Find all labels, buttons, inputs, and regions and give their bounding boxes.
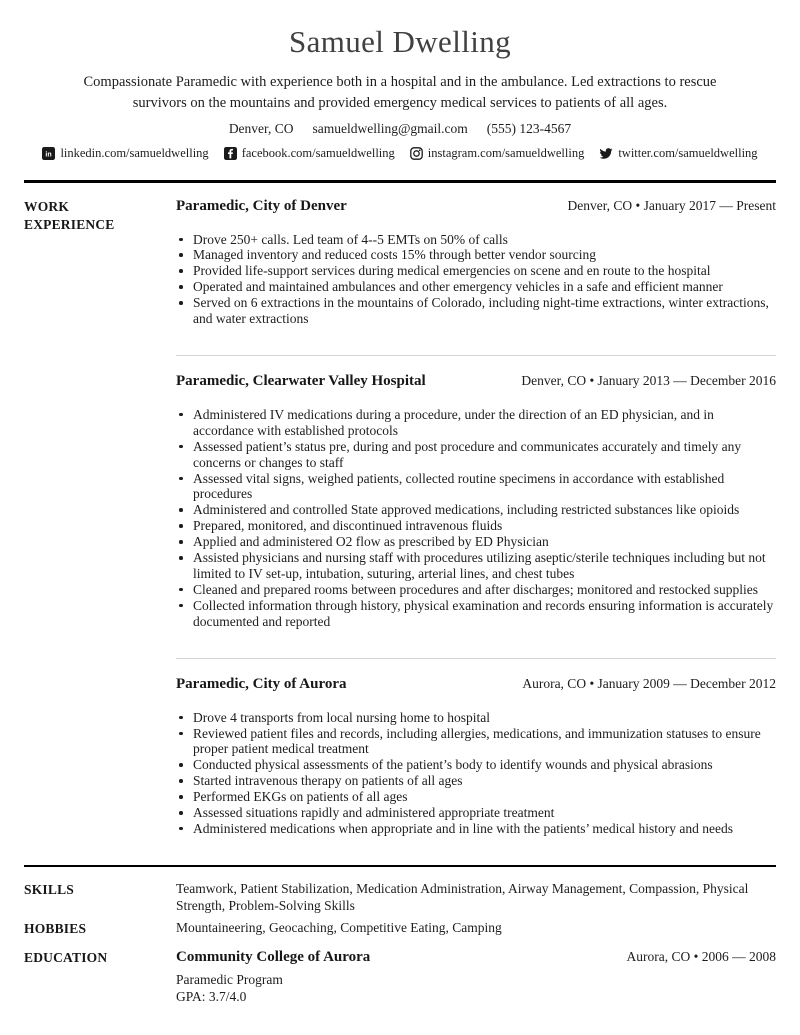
resume-header [0, 0, 800, 161]
bullet-item: Applied and administered O2 flow as prescribed by ED Physician [176, 534, 776, 550]
bullet-item: Collected information through history, physical examination and records ensuring information is accurately documented and reported [176, 598, 776, 630]
bullet-item: Prepared, monitored, and discontinued intravenous fluids [176, 518, 776, 534]
linkedin-icon [42, 147, 55, 160]
job-title: Paramedic, City of Denver [176, 197, 347, 214]
job-location-dates: Denver, CO • January 2013 — December 2016 [521, 372, 776, 388]
bullet-item: Administered medications when appropriate and in line with the patients’ medical history and needs [176, 821, 776, 837]
education-section [24, 948, 776, 1005]
job-location-dates: Denver, CO • January 2017 — Present [567, 197, 776, 213]
contact-phone: (555) 123-4567 [486, 121, 572, 136]
resume-footer-sections [0, 867, 800, 1005]
bullet-item: Assessed patient’s status pre, during and post procedure and communicates accurately and timely any concerns or changes to staff [176, 439, 776, 471]
bullet-item: Cleaned and prepared rooms between procedures and after discharges; monitored and restocked supplies [176, 582, 776, 598]
bullet-item: Reviewed patient files and records, including allergies, medications, and immunization statuses to ensure proper patient medical treatment [176, 726, 776, 758]
education-school: Community College of Aurora [176, 949, 371, 966]
social-link-linkedin[interactable] [42, 146, 208, 161]
bullet-item: Conducted physical assessments of the patient’s body to identify wounds and physical abrasions [176, 757, 776, 773]
job-title: Paramedic, Clearwater Valley Hospital [176, 372, 426, 389]
section-label-education: EDUCATION [24, 950, 108, 966]
job-bullets [176, 710, 776, 837]
hobbies-text: Mountaineering, Geocaching, Competitive Eating, Camping [176, 920, 502, 936]
bullet-item: Assisted physicians and nursing staff with procedures utilizing aseptic/sterile techniques including but not limited to IV set-up, intubation, suturing, arterial lines, and chest tubes [176, 550, 776, 582]
work-experience-section [24, 197, 776, 837]
education-program: Paramedic Program [176, 972, 283, 988]
job-bullets [176, 232, 776, 327]
job-entry [176, 355, 776, 630]
education-details [176, 971, 776, 1005]
job-header [176, 197, 776, 215]
contact-row [0, 121, 800, 137]
bullet-item: Operated and maintained ambulances and other emergency vehicles in a safe and efficient manner [176, 279, 776, 295]
svg-text:in: in [45, 151, 53, 159]
job-location-dates: Aurora, CO • January 2009 — December 2012 [522, 675, 776, 691]
skills-text: Teamwork, Patient Stabilization, Medication Administration, Airway Management, Compassion, Physical Strength, Problem-Solving Skills [176, 881, 749, 914]
job-entry [176, 197, 776, 327]
job-title: Paramedic, City of Aurora [176, 675, 347, 692]
summary-text: Compassionate Paramedic with experience both in a hospital and in the ambulance. Led extractions to rescue survivors on the mountains and provided emergency medical services to patients of all ages. [83, 74, 717, 111]
bullet-item: Started intravenous therapy on patients of all ages [176, 773, 776, 789]
person-name: Samuel Dwelling [288, 24, 512, 59]
job-entry [176, 658, 776, 837]
education-entry [176, 948, 776, 1005]
social-row [0, 146, 800, 161]
job-header [176, 675, 776, 693]
bullet-item: Served on 6 extractions in the mountains of Colorado, including night-time extractions, winter extractions, and water extractions [176, 295, 776, 327]
section-label-hobbies: HOBBIES [24, 921, 87, 937]
bullet-item: Drove 4 transports from local nursing home to hospital [176, 710, 776, 726]
contact-location: Denver, CO [228, 121, 294, 136]
bullet-item: Assessed vital signs, weighed patients, collected routine specimens in accordance with established procedures [176, 471, 776, 503]
facebook-icon [224, 147, 237, 160]
job-bullets [176, 407, 776, 630]
bullet-item: Assessed situations rapidly and administered appropriate treatment [176, 805, 776, 821]
education-header [176, 948, 776, 966]
section-label-work-experience: WORK EXPERIENCE [24, 198, 115, 232]
section-label-skills: SKILLS [24, 882, 74, 898]
bullet-item: Provided life-support services during medical emergencies on scene and en route to the hospital [176, 263, 776, 279]
hobbies-section [24, 919, 776, 938]
bullet-item: Administered IV medications during a procedure, under the direction of an ED physician, and in accordance with established protocols [176, 407, 776, 439]
social-link-label: linkedin.com/samueldwelling [60, 146, 209, 160]
job-list [176, 197, 776, 837]
social-link-label: instagram.com/samueldwelling [427, 146, 585, 160]
social-link-label: facebook.com/samueldwelling [241, 146, 395, 160]
education-location-dates: Aurora, CO • 2006 — 2008 [626, 949, 776, 965]
skills-section [24, 880, 776, 914]
job-header [176, 372, 776, 390]
social-link-twitter[interactable] [599, 146, 757, 161]
social-link-instagram[interactable] [410, 146, 585, 161]
bullet-item: Drove 250+ calls. Led team of 4--5 EMTs on 50% of calls [176, 232, 776, 248]
education-gpa: GPA: 3.7/4.0 [176, 989, 247, 1005]
bullet-item: Administered and controlled State approved medications, including restricted substances like opioids [176, 502, 776, 518]
twitter-icon [599, 147, 613, 160]
bullet-item: Managed inventory and reduced costs 15% through better vendor sourcing [176, 247, 776, 263]
social-link-facebook[interactable] [224, 146, 395, 161]
bullet-item: Performed EKGs on patients of all ages [176, 789, 776, 805]
social-link-label: twitter.com/samueldwelling [618, 146, 758, 160]
resume-body [0, 183, 800, 837]
contact-email: samueldwelling@gmail.com [312, 121, 468, 136]
instagram-icon [410, 147, 423, 160]
